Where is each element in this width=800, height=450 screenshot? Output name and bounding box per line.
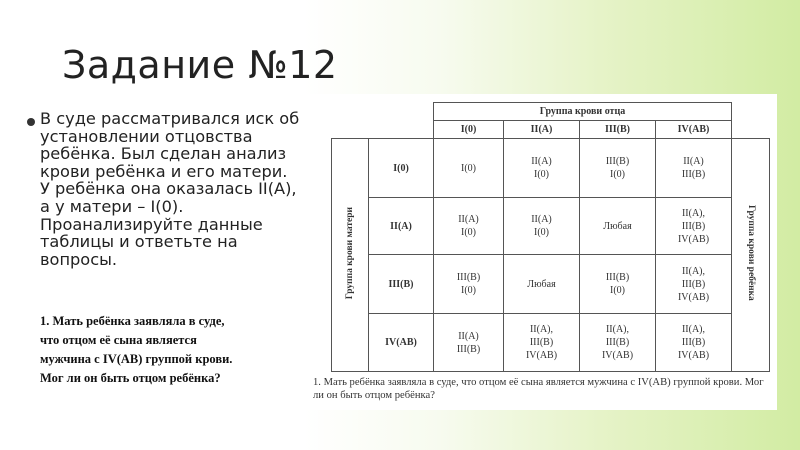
- child-group-value: I(0): [461, 162, 476, 174]
- mother-group-cell: I(0): [369, 139, 434, 198]
- child-group-value: IV(AB): [525, 350, 558, 361]
- table-subheader-row: [332, 121, 770, 139]
- father-group-cell: IV(AB): [656, 121, 732, 139]
- father-group-header: Группа крови отца: [434, 103, 732, 121]
- child-group-value: IV(AB): [677, 291, 710, 303]
- slide-title: Задание №12: [62, 43, 338, 87]
- child-group-label-cell: [732, 139, 770, 372]
- blood-group-table: [331, 102, 770, 372]
- task-description: В суде рассматривался иск об установлении отцовства ребёнка. Был сделан анализ крови ребёнка и его матери. У ребёнка она оказалась II(А), а у матери – I(0). Проанализируйте данные таблицы и ответьте на вопросы.: [40, 109, 300, 269]
- child-group-value: IV(AB): [601, 350, 634, 361]
- mother-group-cell: IV(AB): [369, 314, 434, 372]
- child-group-value: II(A),: [681, 207, 706, 219]
- question-line: что отцом её сына является: [40, 333, 197, 347]
- child-group-cell: [656, 314, 732, 372]
- child-group-cell: [504, 198, 580, 255]
- child-group-cell: [434, 139, 504, 198]
- child-group-cell: [504, 314, 580, 372]
- child-group-cell: [656, 139, 732, 198]
- question-line: 1. Мать ребёнка заявляла в суде,: [40, 314, 225, 328]
- table-caption: 1. Мать ребёнка заявляла в суде, что отцом её сына является мужчина с IV(AB) группой крови. Мог ли он быть отцом ребёнка?: [313, 377, 764, 401]
- child-group-value: III(B): [681, 278, 706, 290]
- child-group-cell: [504, 139, 580, 198]
- child-group-cell: [434, 314, 504, 372]
- mother-group-label: Группа крови матери: [344, 206, 355, 300]
- child-group-value: III(B): [681, 220, 706, 232]
- child-group-value: II(A): [458, 330, 479, 342]
- child-group-cell: [434, 198, 504, 255]
- child-group-label: Группа крови ребёнка: [746, 205, 756, 301]
- child-group-cell: [434, 255, 504, 314]
- child-group-value: III(B): [529, 337, 554, 348]
- table-row: [332, 139, 770, 198]
- child-group-value: IV(AB): [677, 350, 710, 361]
- father-group-cell: I(0): [434, 121, 504, 139]
- table-row: [332, 198, 770, 255]
- child-group-cell: [656, 198, 732, 255]
- child-group-value: II(A): [531, 156, 552, 167]
- mother-group-cell: II(A): [369, 198, 434, 255]
- child-group-value: III(B): [681, 337, 706, 348]
- child-group-value: I(0): [461, 227, 476, 238]
- child-group-cell: [504, 255, 580, 314]
- child-group-value: III(B): [605, 272, 630, 283]
- child-group-value: III(B): [681, 169, 706, 180]
- child-group-value: I(0): [461, 285, 476, 296]
- question-text: [40, 312, 280, 388]
- mother-group-cell: III(B): [369, 255, 434, 314]
- question-line: Мог ли он быть отцом ребёнка?: [40, 371, 221, 385]
- child-group-value: III(B): [605, 337, 630, 348]
- child-group-value: II(A): [531, 214, 552, 225]
- child-group-value: III(B): [456, 343, 481, 355]
- bullet-dot-icon: [27, 118, 35, 126]
- child-group-value: III(B): [605, 156, 630, 167]
- child-group-value: II(A),: [681, 265, 706, 277]
- child-group-value: II(A),: [605, 324, 630, 335]
- table-row: [332, 255, 770, 314]
- child-group-value: II(A),: [681, 324, 706, 335]
- child-group-value: I(0): [610, 169, 625, 180]
- child-group-value: Любая: [603, 220, 632, 232]
- table-row: [332, 314, 770, 372]
- child-group-value: III(B): [456, 272, 481, 283]
- child-group-cell: [580, 255, 656, 314]
- child-group-value: I(0): [534, 227, 549, 238]
- child-group-value: II(A): [458, 214, 479, 225]
- child-group-value: Любая: [527, 278, 556, 290]
- child-group-cell: [580, 139, 656, 198]
- child-group-value: II(A): [683, 156, 704, 167]
- mother-group-label-cell: [332, 139, 369, 372]
- question-line: мужчина с IV(AB) группой крови.: [40, 352, 233, 366]
- table-header-row: [332, 103, 770, 121]
- child-group-cell: [656, 255, 732, 314]
- child-group-cell: [580, 198, 656, 255]
- blood-table-image: [303, 94, 777, 410]
- child-group-cell: [580, 314, 656, 372]
- child-group-value: II(A),: [529, 324, 554, 335]
- father-group-cell: II(A): [504, 121, 580, 139]
- father-group-cell: III(B): [580, 121, 656, 139]
- child-group-value: I(0): [610, 285, 625, 296]
- child-group-value: I(0): [534, 169, 549, 180]
- child-group-value: IV(AB): [677, 233, 710, 245]
